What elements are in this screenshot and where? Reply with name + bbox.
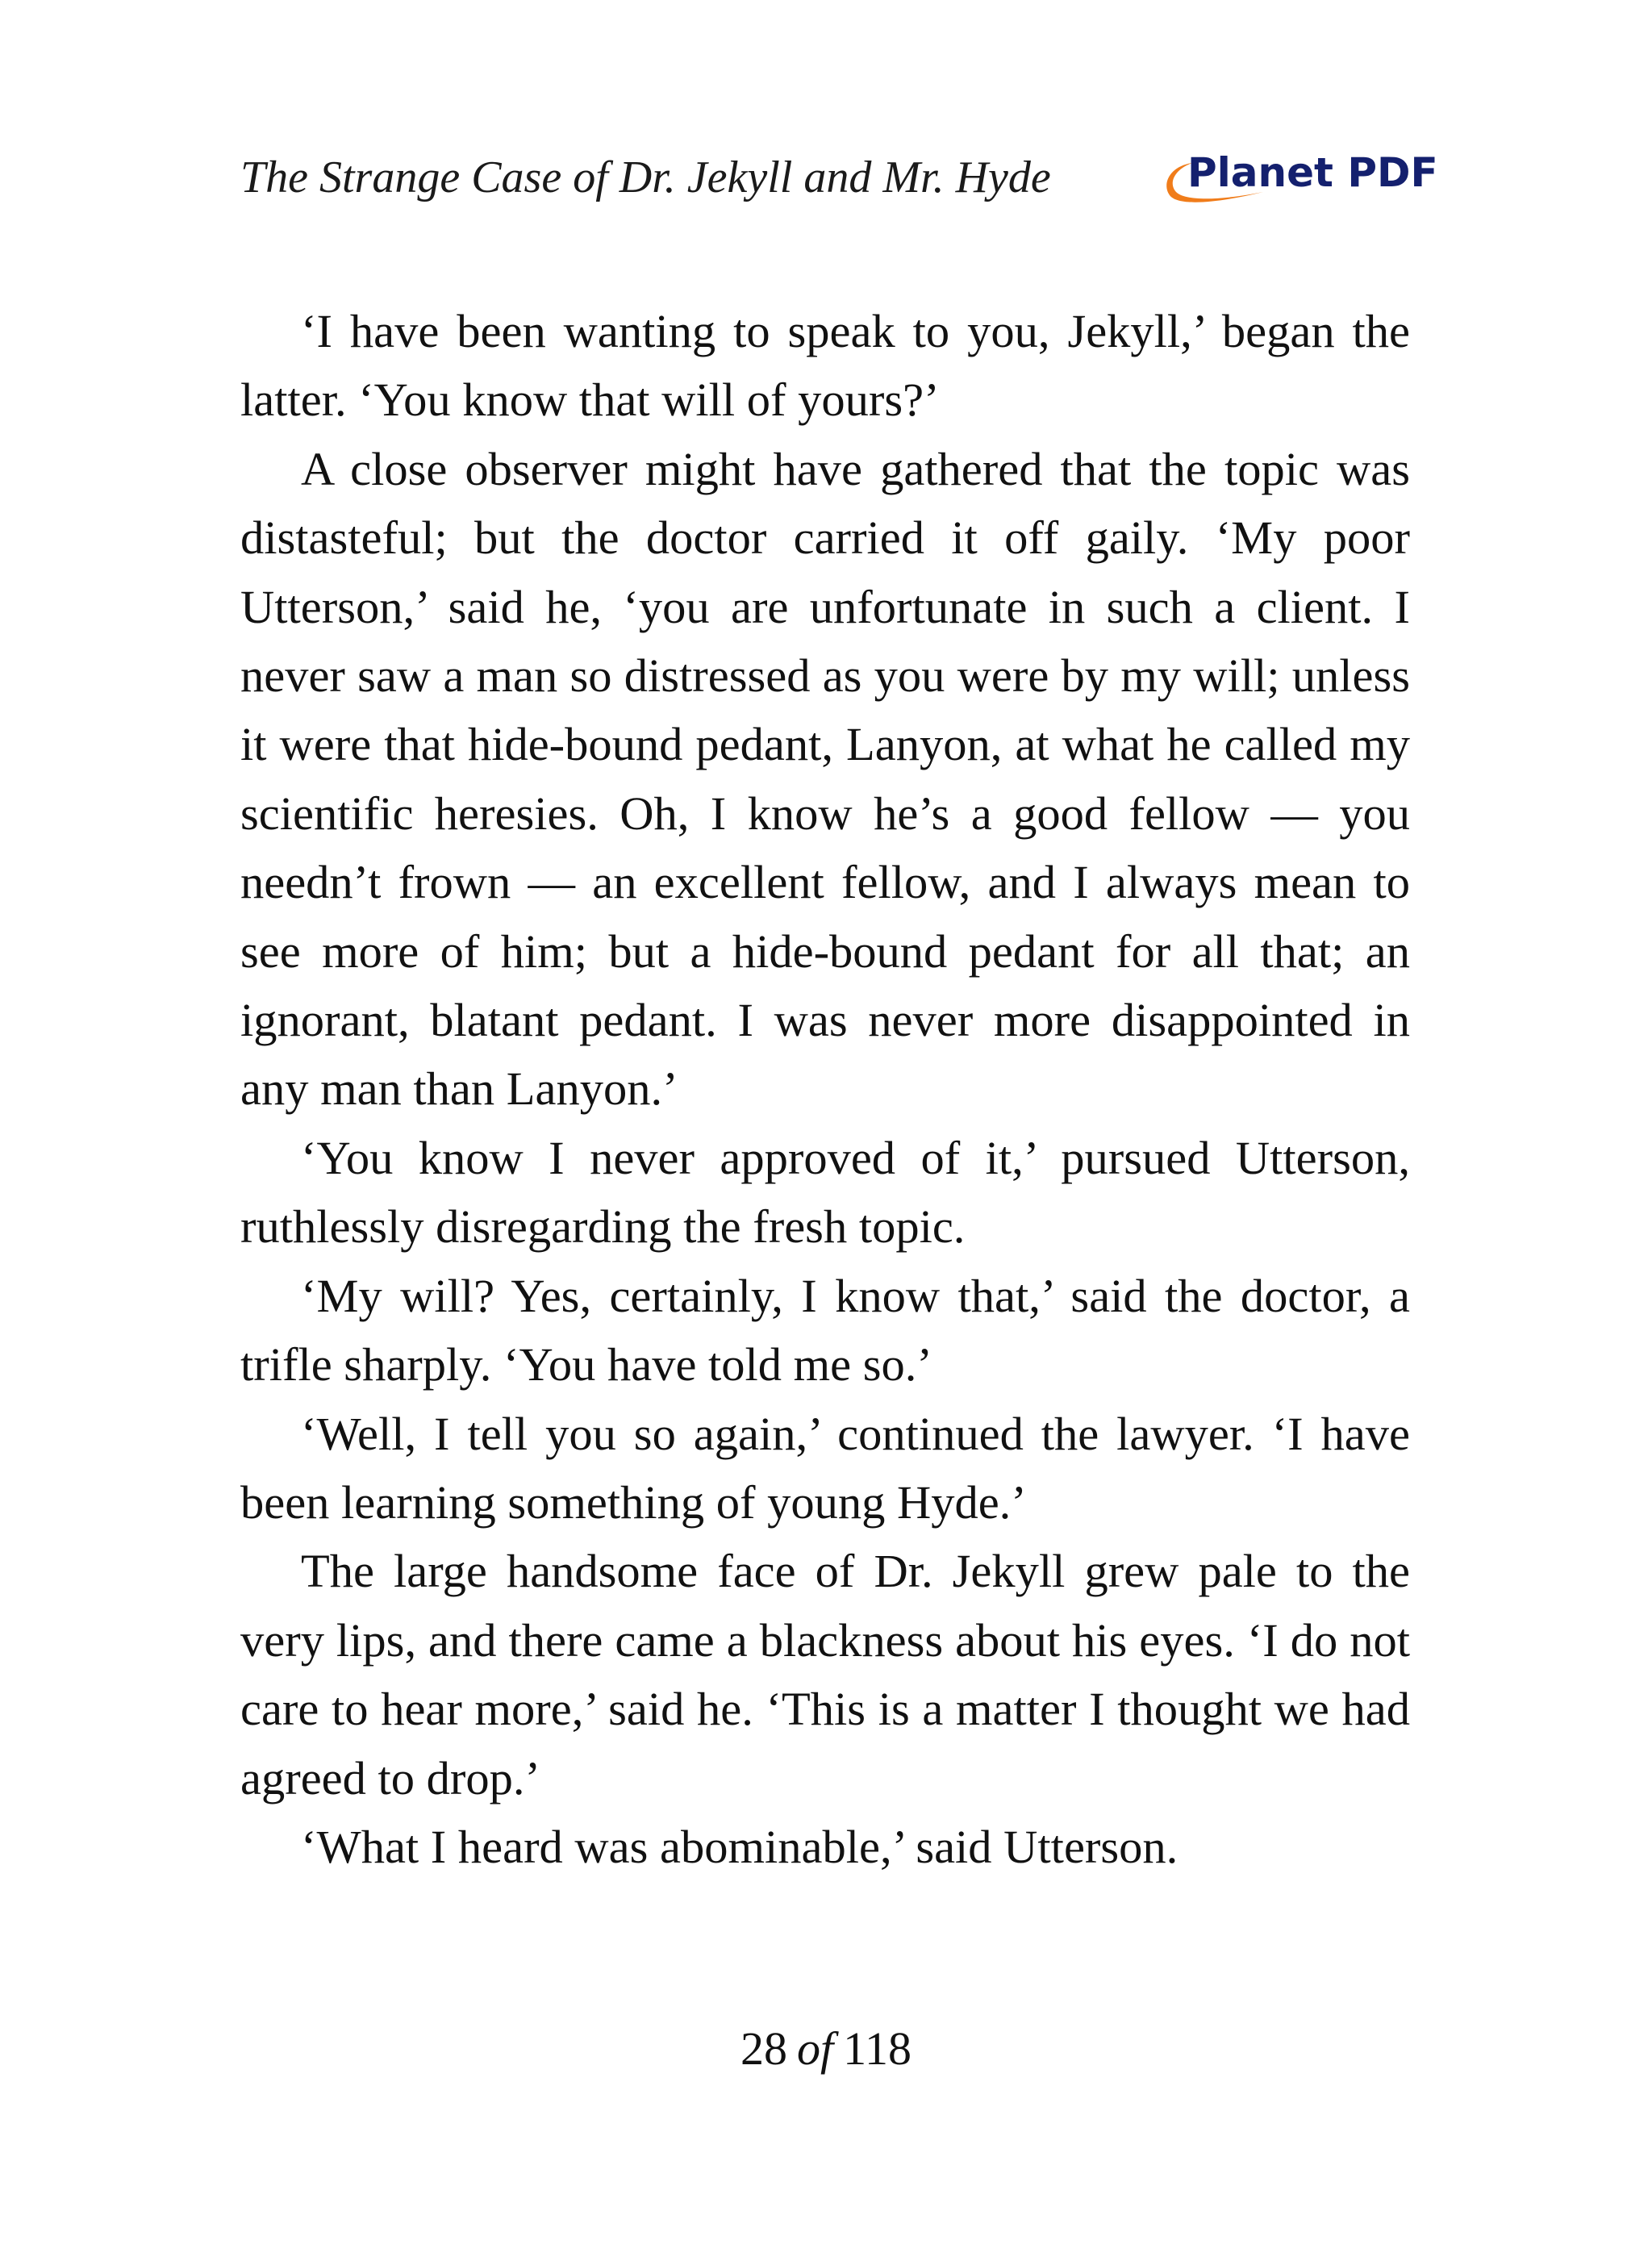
paragraph: ‘I have been wanting to speak to you, Jekyll,’ began the latter. ‘You know that will of yours?’	[240, 305, 1410, 427]
paragraph: ‘My will? Yes, certainly, I know that,’ said the doctor, a trifle sharply. ‘You have told me so.’	[240, 1269, 1410, 1391]
logo-text: Planet PDF	[1187, 149, 1438, 196]
planet-pdf-logo	[1160, 148, 1438, 210]
paragraph: The large handsome face of Dr. Jekyll grew pale to the very lips, and there came a blackness about his eyes. ‘I do not care to hear more,’ said he. ‘This is a matter I thought we had agreed to drop.’	[240, 1545, 1410, 1804]
paragraph: A close observer might have gathered that the topic was distasteful; but the doctor carried it off gaily. ‘My poor Utterson,’ said he, ‘you are unfortunate in such a client. I never saw a man so distressed as you were by my will; unless it were that hide-bound pedant, Lanyon, at what he called my scientific heresies. Oh, I know he’s a good fellow — you needn’t frown — an excellent fellow, and I always mean to see more of him; but a hide-bound pedant for all that; an ignorant, blatant pedant. I was never more disappointed in any man than Lanyon.’	[240, 442, 1410, 1116]
body-text	[240, 297, 1410, 1881]
page-header	[240, 145, 1438, 210]
book-title: The Strange Case of Dr. Jekyll and Mr. Hyde	[240, 152, 1051, 202]
page-of-separator: of	[797, 2022, 834, 2075]
total-pages-number: 118	[843, 2022, 912, 2075]
paragraph: ‘You know I never approved of it,’ pursued Utterson, ruthlessly disregarding the fresh topic.	[240, 1131, 1410, 1254]
current-page-number: 28	[740, 2022, 787, 2075]
page-number	[0, 2017, 1652, 2081]
paragraph: ‘What I heard was abominable,’ said Utterson.	[301, 1820, 1179, 1873]
paragraph: ‘Well, I tell you so again,’ continued the lawyer. ‘I have been learning something of young Hyde.’	[240, 1407, 1410, 1529]
